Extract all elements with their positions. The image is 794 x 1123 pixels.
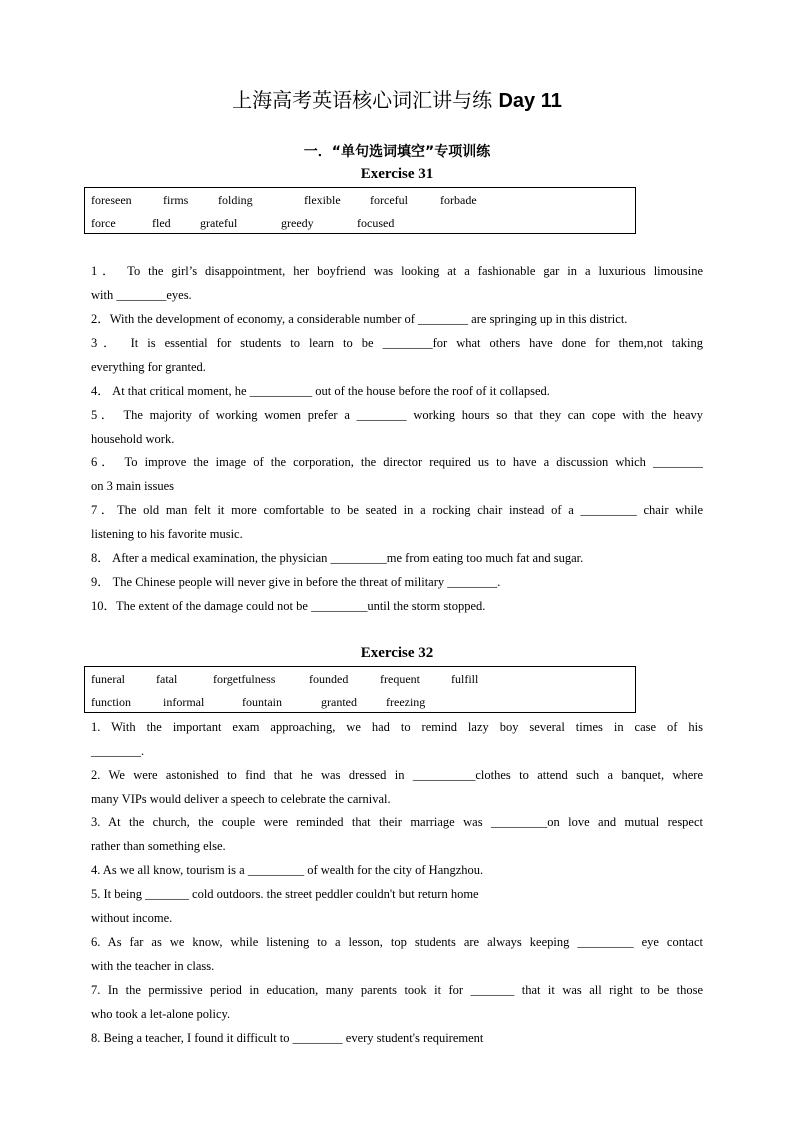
word-bank-item: forceful [370, 193, 408, 207]
page-title-day: Day 11 [498, 90, 562, 112]
word-bank-item: firms [163, 193, 189, 207]
exercise-31-question [91, 570, 703, 594]
page-title [0, 84, 794, 113]
word-bank-item: fled [152, 216, 171, 230]
question-line: 2. We were astonished to find that he was dressed in __________clothes to attend such a banquet, where [91, 768, 703, 782]
question-line: with the teacher in class. [91, 959, 215, 973]
question-line: without income. [91, 911, 173, 925]
word-bank-item: focused [357, 216, 395, 230]
word-bank-item: granted [321, 695, 357, 709]
question-line: 4． At that critical moment, he __________ out of the house before the roof of it collapsed. [91, 384, 550, 398]
exercise-32-question [91, 715, 703, 763]
word-bank-item: funeral [91, 672, 125, 686]
exercise-31-question [91, 594, 703, 618]
exercise-32-question [91, 858, 703, 882]
question-line: household work. [91, 432, 175, 446]
question-line: 3． It is essential for students to learn to be ________for what others have done for them,not taking [91, 336, 703, 350]
question-line: with ________eyes. [91, 288, 192, 302]
exercise-31-title: Exercise 31 [360, 166, 434, 182]
question-line: who took a let-alone policy. [91, 1007, 231, 1021]
word-bank-item: forbade [440, 193, 477, 207]
question-line: 1． To the girl’s disappointment, her boyfriend was looking at a fashionable gar in a luxurious limousine [91, 264, 703, 278]
question-line: on 3 main issues [91, 479, 174, 493]
question-line: 2．With the development of economy, a considerable number of ________ are springing up in this district. [91, 312, 628, 326]
word-bank-item: fountain [242, 695, 282, 709]
word-bank-item: function [91, 695, 131, 709]
question-line: ________. [91, 744, 145, 758]
word-bank-item: greedy [281, 216, 314, 230]
word-bank-item: informal [163, 695, 205, 709]
exercise-31-question [91, 331, 703, 379]
exercise-32-question [91, 1026, 703, 1050]
exercise-31-question [91, 546, 703, 570]
exercise-31-question [91, 379, 703, 403]
question-line: 8． After a medical examination, the physician _________me from eating too much fat and sugar. [91, 551, 584, 565]
exercise-32-question [91, 882, 703, 930]
question-line: 5． The majority of working women prefer a ________ working hours so that they can cope with the heavy [91, 408, 703, 422]
word-bank-item: frequent [380, 672, 420, 686]
exercise-32-question [91, 978, 703, 1026]
question-line: 6. As far as we know, while listening to a lesson, top students are always keeping _________ eye contact [91, 935, 703, 949]
question-line: 4. As we all know, tourism is a _________ of wealth for the city of Hangzhou. [91, 863, 484, 877]
word-bank-item: fulfill [451, 672, 479, 686]
question-line: 1. With the important exam approaching, we had to remind lazy boy several times in case of his [91, 720, 703, 734]
word-bank-item: founded [309, 672, 349, 686]
question-line: 10．The extent of the damage could not be _________until the storm stopped. [91, 599, 486, 613]
exercise-32-question [91, 810, 703, 858]
question-line: listening to his favorite music. [91, 527, 243, 541]
exercise-31-question [91, 450, 703, 498]
exercise-31-word-bank [84, 187, 636, 234]
exercise-32-title: Exercise 32 [360, 645, 434, 661]
word-bank-item: foreseen [91, 193, 132, 207]
question-line: rather than something else. [91, 839, 226, 853]
question-line: 8. Being a teacher, I found it difficult to ________ every student's requirement [91, 1031, 484, 1045]
question-line: everything for granted. [91, 360, 206, 374]
section-subtitle: 一．“单句选词填空”专项训练 [303, 144, 491, 160]
question-line: 6． To improve the image of the corporation, the director required us to have a discussion which ________ [91, 455, 703, 469]
word-bank-item: grateful [200, 216, 238, 230]
question-line: many VIPs would deliver a speech to celebrate the carnival. [91, 792, 391, 806]
question-line: 5. It being _______ cold outdoors. the street peddler couldn't but return home [91, 887, 479, 901]
word-bank-item: forgetfulness [213, 672, 276, 686]
word-bank-item: flexible [304, 193, 341, 207]
word-bank-item: fatal [156, 672, 178, 686]
question-line: 3. At the church, the couple were reminded that their marriage was _________on love and mutual respect [91, 815, 703, 829]
exercise-31-question [91, 498, 703, 546]
exercise-31-question [91, 259, 703, 307]
exercise-32-question [91, 930, 703, 978]
exercise-31-question [91, 307, 703, 331]
question-line: 7. In the permissive period in education, many parents took it for _______ that it was all right to be those [91, 983, 703, 997]
word-bank-item: freezing [386, 695, 426, 709]
word-bank-item: force [91, 216, 116, 230]
exercise-31-question [91, 403, 703, 451]
exercise-32-word-bank [84, 666, 636, 713]
question-line: 9． The Chinese people will never give in before the threat of military ________. [91, 575, 501, 589]
exercise-32-question [91, 763, 703, 811]
word-bank-item: folding [218, 193, 253, 207]
page-title-cn: 上海高考英语核心词汇讲与练 [232, 88, 493, 112]
question-line: 7．The old man felt it more comfortable to be seated in a rocking chair instead of a _________ chair while [91, 503, 703, 517]
